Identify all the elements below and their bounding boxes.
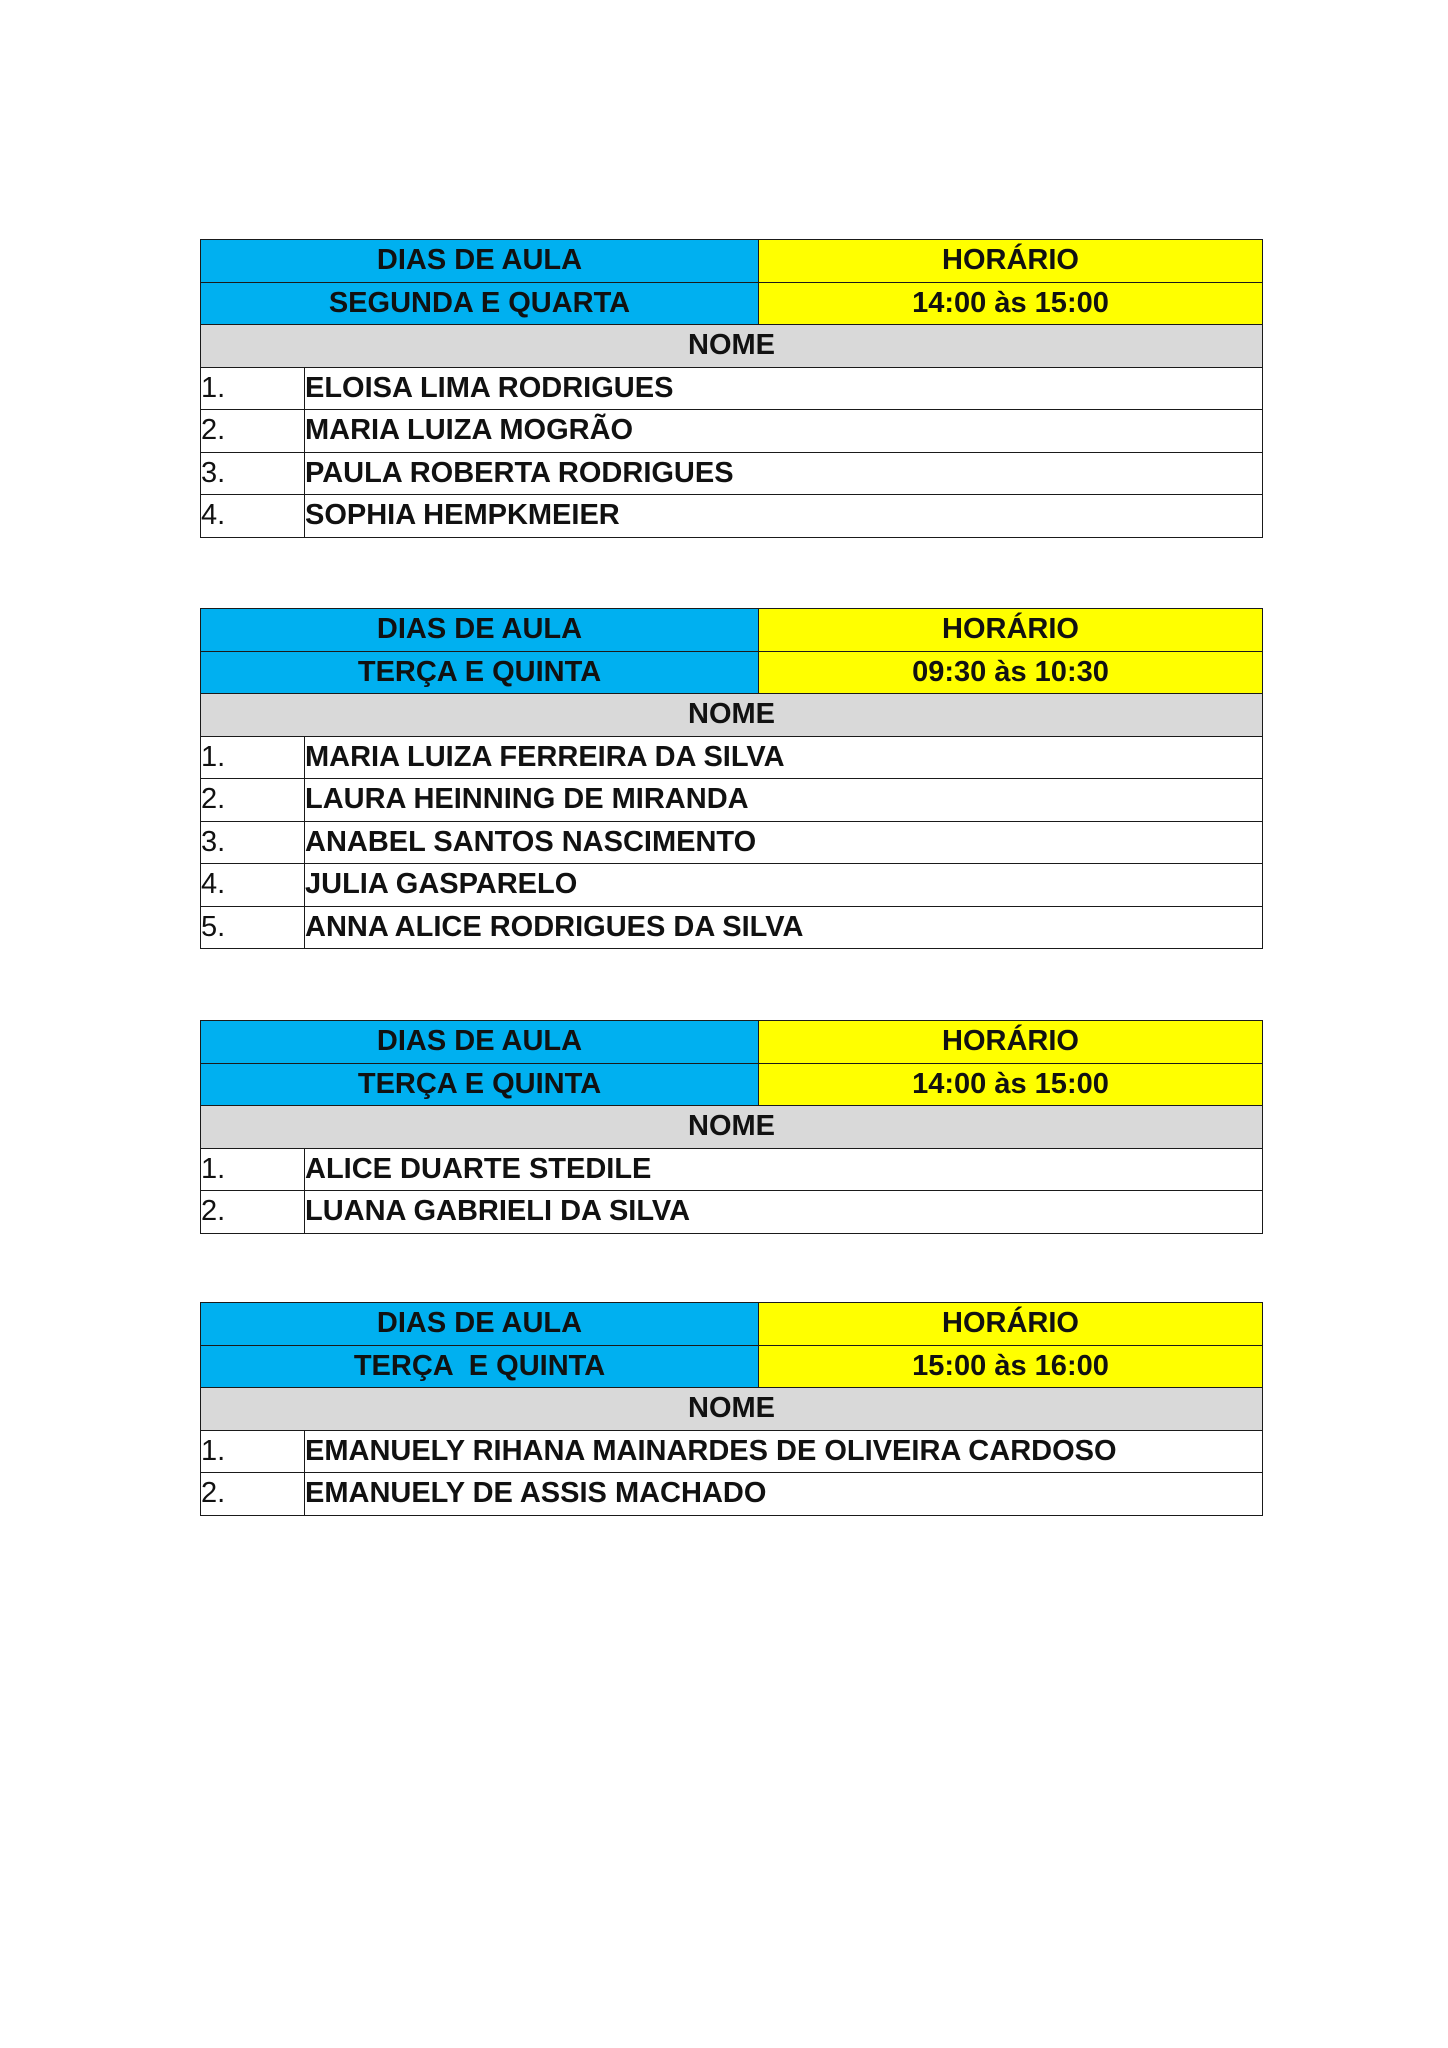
horario-label: HORÁRIO xyxy=(759,240,1263,283)
row-number: 2. xyxy=(201,779,305,822)
student-name: LAURA HEINNING DE MIRANDA xyxy=(305,779,1263,822)
dias-value: TERÇA E QUINTA xyxy=(201,1063,759,1106)
row-number: 1. xyxy=(201,367,305,410)
student-name: ANNA ALICE RODRIGUES DA SILVA xyxy=(305,906,1263,949)
table-row xyxy=(201,1191,1263,1234)
table-row xyxy=(201,495,1263,538)
table-row xyxy=(201,1148,1263,1191)
student-name: EMANUELY RIHANA MAINARDES DE OLIVEIRA CARDOSO xyxy=(305,1430,1263,1473)
horario-value: 15:00 às 16:00 xyxy=(759,1345,1263,1388)
table-row xyxy=(201,1430,1263,1473)
row-number: 3. xyxy=(201,821,305,864)
schedule-table xyxy=(200,239,1263,538)
table-row xyxy=(201,779,1263,822)
row-number: 1. xyxy=(201,1148,305,1191)
student-name: PAULA ROBERTA RODRIGUES xyxy=(305,452,1263,495)
student-name: ELOISA LIMA RODRIGUES xyxy=(305,367,1263,410)
row-number: 2. xyxy=(201,1191,305,1234)
table-row xyxy=(201,736,1263,779)
horario-label: HORÁRIO xyxy=(759,609,1263,652)
dias-value: TERÇA E QUINTA xyxy=(201,651,759,694)
row-number: 3. xyxy=(201,452,305,495)
dias-value: SEGUNDA E QUARTA xyxy=(201,282,759,325)
student-name: MARIA LUIZA FERREIRA DA SILVA xyxy=(305,736,1263,779)
student-name: LUANA GABRIELI DA SILVA xyxy=(305,1191,1263,1234)
dias-label: DIAS DE AULA xyxy=(201,1021,759,1064)
dias-label: DIAS DE AULA xyxy=(201,240,759,283)
student-name: EMANUELY DE ASSIS MACHADO xyxy=(305,1473,1263,1516)
row-number: 1. xyxy=(201,736,305,779)
student-name: ALICE DUARTE STEDILE xyxy=(305,1148,1263,1191)
schedule-table xyxy=(200,1302,1263,1516)
schedule-table xyxy=(200,608,1263,949)
dias-label: DIAS DE AULA xyxy=(201,1303,759,1346)
dias-value: TERÇA E QUINTA xyxy=(201,1345,759,1388)
table-row xyxy=(201,367,1263,410)
student-name: SOPHIA HEMPKMEIER xyxy=(305,495,1263,538)
table-row xyxy=(201,410,1263,453)
horario-label: HORÁRIO xyxy=(759,1021,1263,1064)
table-row xyxy=(201,864,1263,907)
table-row xyxy=(201,452,1263,495)
table-row xyxy=(201,821,1263,864)
table-row xyxy=(201,906,1263,949)
student-name: JULIA GASPARELO xyxy=(305,864,1263,907)
nome-header: NOME xyxy=(201,694,1263,737)
row-number: 4. xyxy=(201,864,305,907)
row-number: 2. xyxy=(201,410,305,453)
nome-header: NOME xyxy=(201,1106,1263,1149)
horario-value: 14:00 às 15:00 xyxy=(759,1063,1263,1106)
schedule-table xyxy=(200,1020,1263,1234)
row-number: 4. xyxy=(201,495,305,538)
student-name: MARIA LUIZA MOGRÃO xyxy=(305,410,1263,453)
nome-header: NOME xyxy=(201,1388,1263,1431)
dias-label: DIAS DE AULA xyxy=(201,609,759,652)
student-name: ANABEL SANTOS NASCIMENTO xyxy=(305,821,1263,864)
horario-label: HORÁRIO xyxy=(759,1303,1263,1346)
horario-value: 09:30 às 10:30 xyxy=(759,651,1263,694)
row-number: 5. xyxy=(201,906,305,949)
row-number: 1. xyxy=(201,1430,305,1473)
table-row xyxy=(201,1473,1263,1516)
row-number: 2. xyxy=(201,1473,305,1516)
nome-header: NOME xyxy=(201,325,1263,368)
horario-value: 14:00 às 15:00 xyxy=(759,282,1263,325)
